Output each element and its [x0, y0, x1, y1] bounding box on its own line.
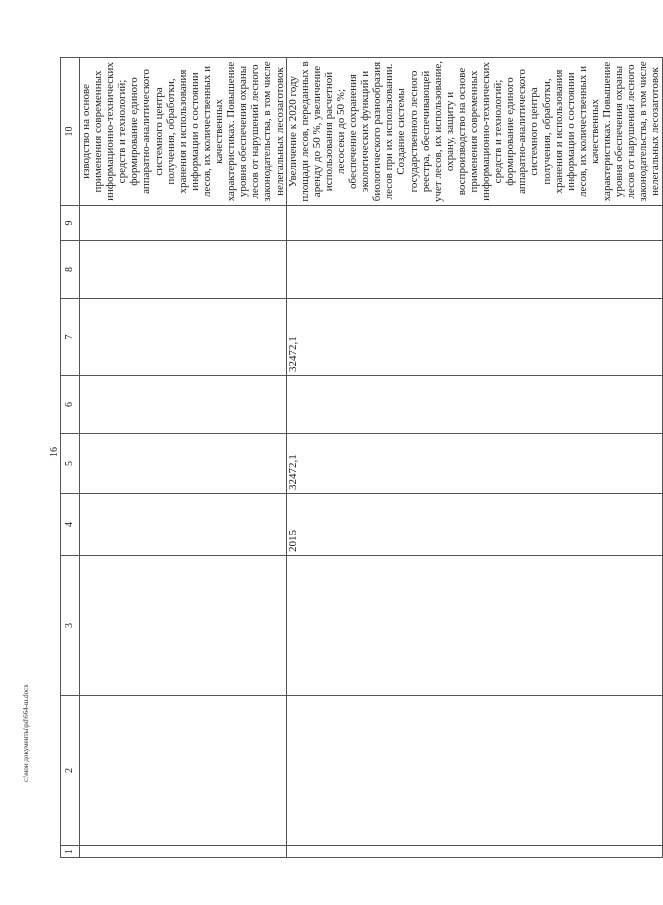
header-cell-1: 1 [61, 846, 80, 858]
header-cell-3: 3 [61, 556, 80, 696]
row2-cell-9 [286, 206, 662, 241]
header-cell-4: 4 [61, 494, 80, 556]
header-cell-2: 2 [61, 696, 80, 846]
row2-budget-amount: 32472,1 [286, 299, 662, 376]
table-row [286, 58, 662, 858]
row1-cell-5 [80, 434, 287, 494]
row1-cell-6 [80, 376, 287, 434]
row1-cell-2 [80, 696, 287, 846]
row1-cell-1 [80, 846, 287, 858]
page-number: 16 [49, 447, 60, 457]
row1-cell-8 [80, 241, 287, 299]
row2-total-amount: 32472,1 [286, 434, 662, 494]
header-cell-6: 6 [61, 376, 80, 434]
row1-cell-3 [80, 556, 287, 696]
row2-cell-6 [286, 376, 662, 434]
row2-result-text: Увеличение к 2020 году площади лесов, переданных в аренду до 50 %, увеличение использования расчетной лесосеки до 50 %; обеспечение сохранения экологических функций и биологического разнообразия лесов при их использовании. Создание системы государственного лесного реестра, обеспечивающей учет лесов, их использование, охрану, защиту и воспроизводство на основе применения современных информационно-технических средств и технологий; формирование единого аппаратно-аналитического системного центра получения, обработки, хранения и использования информации о состоянии лесов, их количественных и качественных характеристиках. Повышение уровня обеспечения охраны лесов от нарушений лесного законодательства, в том числе нелегальных лесозаготовок [286, 58, 662, 206]
header-row [61, 58, 80, 858]
row2-cell-1 [286, 846, 662, 858]
row2-cell-3 [286, 556, 662, 696]
row1-result-text: изводство на основе применения современных информационно-технических средств и технологий; формирование единого аппаратно-аналитического системного центра получения, обработки, хранения и использования информации о состоянии лесов, их количественных и качественных характеристиках. Повышение уровня обеспечения охраны лесов от нарушений лесного законодательства, в том числе нелегальных лесозаготовок [80, 58, 287, 206]
header-cell-5: 5 [61, 434, 80, 494]
table-row [80, 58, 287, 858]
row2-cell-2 [286, 696, 662, 846]
program-table [60, 57, 663, 858]
row2-year: 2015 [286, 494, 662, 556]
footer-file-path: c:\мои документы\pd\664-ш.docx [22, 684, 30, 782]
header-cell-10: 10 [61, 58, 80, 206]
row1-cell-4 [80, 494, 287, 556]
row1-cell-9 [80, 206, 287, 241]
row2-cell-8 [286, 241, 662, 299]
row1-cell-7 [80, 299, 287, 376]
header-cell-7: 7 [61, 299, 80, 376]
header-cell-8: 8 [61, 241, 80, 299]
rotated-table-page [60, 58, 662, 858]
header-cell-9: 9 [61, 206, 80, 241]
